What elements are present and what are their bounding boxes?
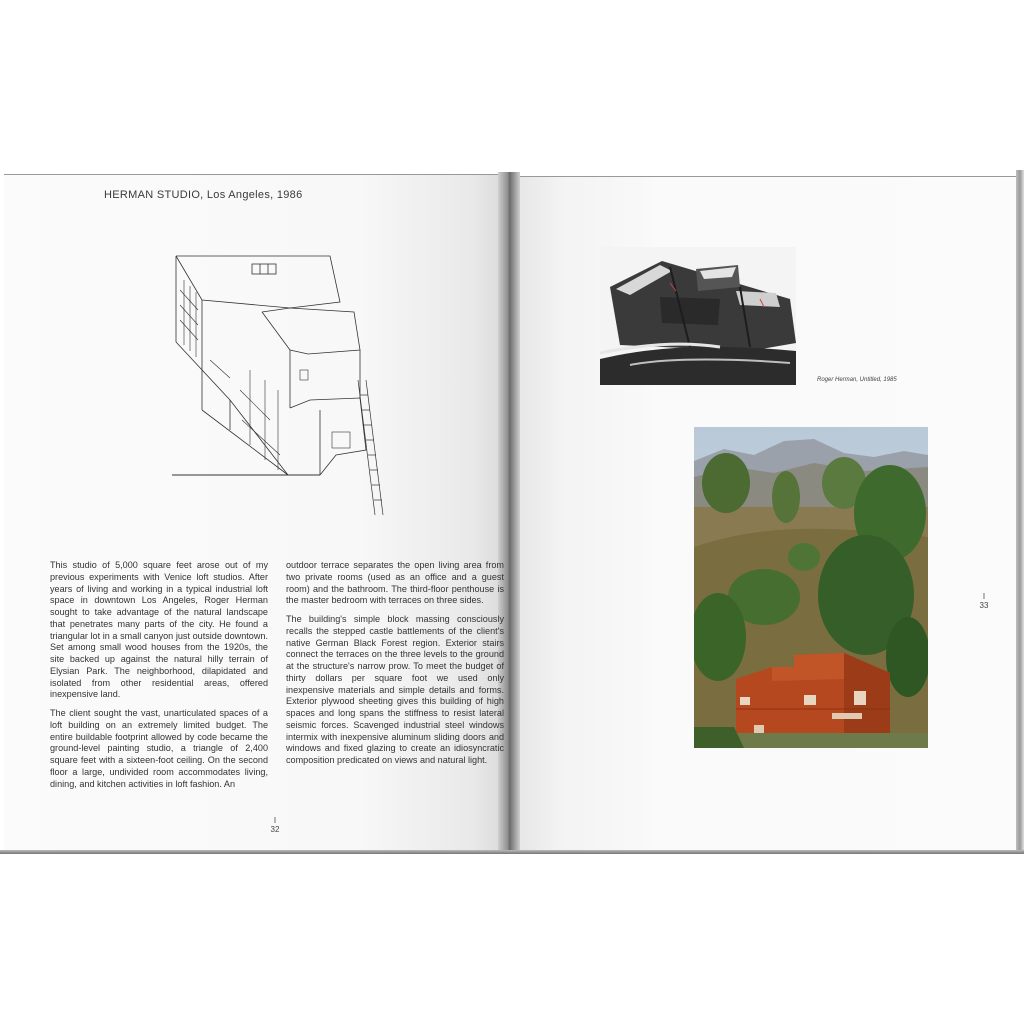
body-text-column-2 (286, 560, 504, 774)
paragraph: The building's simple block massing consciously recalls the stepped castle battlements of the client's native German Black Forest region. Exterior stairs connect the terraces on the three levels to the ground at the structure's narrow prow. To meet the budget of thirty dollars per square foot we used only inexpensive materials and simple details and forms. Exterior plywood sheeting gives this building of high spaces and long spans the stiffness to resist lateral seismic forces. Scavenged industrial steel windows intermix with inexpensive aluminum sliding doors and windows and fixed glazing to create an idiosyncratic composition predicated on views and natural light. (286, 614, 504, 765)
body-text-column-1 (50, 560, 268, 797)
folio-mark: I (273, 816, 277, 825)
axonometric-drawing (170, 250, 384, 520)
page-number-right (974, 592, 994, 610)
painting-image (600, 247, 796, 385)
folio-mark: I (982, 592, 986, 601)
paragraph: This studio of 5,000 square feet arose out of my previous experiments with Venice loft studios. After years of living and working in a typical industrial loft space in downtown Los Angeles, Roger Herman sought to take advantage of the natural landscape that penetrates many parts of the city. He found a triangular lot in a small canyon just outside downtown. Set among small wood houses from the 1920s, the site backed up against the natural hilly terrain of Elysian Park. The neighborhood, dilapidated and isolated from other residential areas, offered inexpensive land. (50, 560, 268, 700)
bottom-edge (0, 850, 1024, 854)
page-edge (1016, 170, 1024, 854)
paragraph: The client sought the vast, unarticulated spaces of a loft building on an extremely limited budget. The entire buildable footprint allowed by code became the ground-level painting studio, a triangle of 2,400 square feet with a sixteen-foot ceiling. On the second floor a large, undivided room accommodates living, dining, and kitchen activities in loft fashion. An (50, 708, 268, 789)
building-photo (694, 427, 928, 748)
page-number-left (265, 816, 285, 834)
folio-number: 33 (979, 601, 989, 610)
folio-number: 32 (270, 825, 280, 834)
image-caption: Roger Herman, Untitled, 1985 (817, 377, 897, 383)
page-title: HERMAN STUDIO, Los Angeles, 1986 (104, 189, 303, 201)
paragraph: outdoor terrace separates the open living area from two private rooms (used as an office and a guest room) and the bathroom. The third-floor penthouse is the master bedroom with terraces on three sides. (286, 560, 504, 606)
